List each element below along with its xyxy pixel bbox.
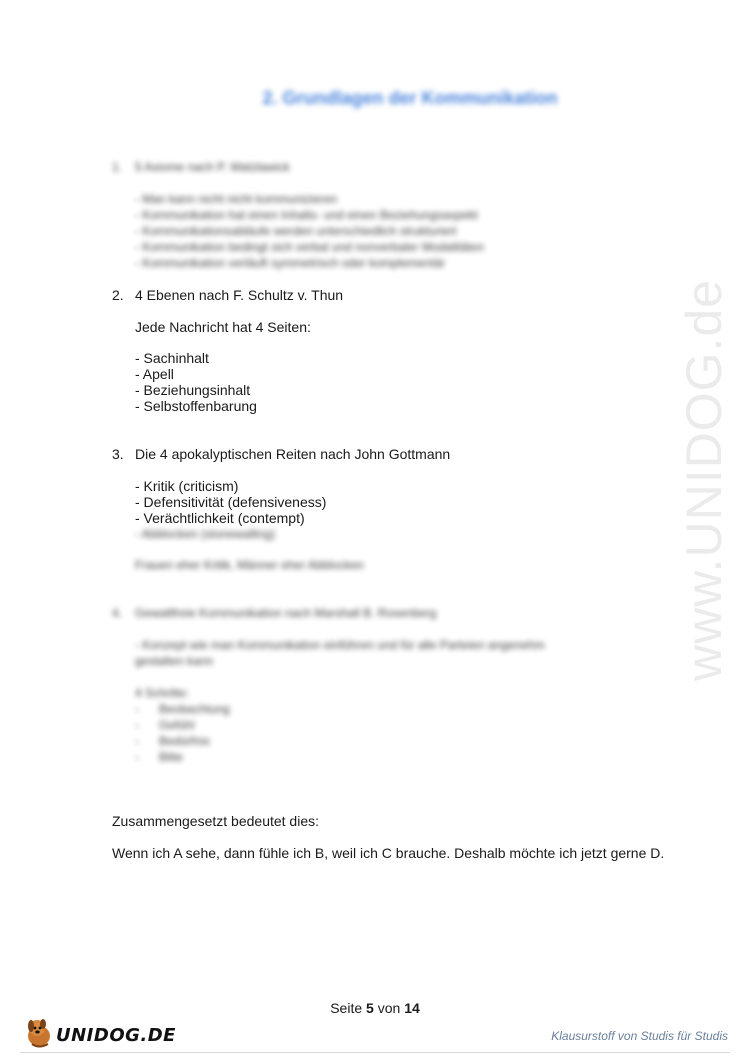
page-current: 5 xyxy=(366,1000,374,1016)
list-item: - Abblocken (stonewalling) xyxy=(135,527,276,541)
list-item: - Gefühl xyxy=(135,718,195,732)
section-2-number: 2. xyxy=(112,287,124,303)
list-item: - Bedürfnis xyxy=(135,734,210,748)
list-item: - Kritik (criticism) xyxy=(135,478,239,494)
section-4-steps-title: 4 Schritte: xyxy=(135,686,190,700)
list-item: - Defensitivität (defensiveness) xyxy=(135,494,327,510)
list-item: - Man kann nicht nicht kommunizieren xyxy=(135,192,338,206)
list-item: - Selbstoffenbarung xyxy=(135,398,257,414)
section-1-number: 1. xyxy=(112,160,123,174)
dog-icon xyxy=(22,1014,58,1050)
summary-line-1: Zusammengesetzt bedeutet dies: xyxy=(112,813,320,829)
watermark: www.UNIDOG.de xyxy=(676,279,732,681)
unidog-logo xyxy=(22,1014,182,1050)
section-4-number: 4. xyxy=(112,606,123,620)
section-4-desc-2: gestalten kann xyxy=(135,654,214,668)
section-3-heading: Die 4 apokalyptischen Reiten nach John Gottmann xyxy=(135,446,451,462)
footer-divider xyxy=(20,1052,730,1053)
page-middle: von xyxy=(377,1000,401,1016)
list-item: - Beziehungsinhalt xyxy=(135,382,251,398)
logo-text: UNIDOG.DE xyxy=(56,1025,176,1046)
section-2-heading: 4 Ebenen nach F. Schultz v. Thun xyxy=(135,287,344,303)
page-total: 14 xyxy=(404,1000,420,1016)
footer-tagline: Klausurstoff von Studis für Studis xyxy=(551,1029,728,1043)
section-2-list xyxy=(135,350,257,414)
list-item: - Kommunikation bedingt sich verbal und nonverbaler Modalitäten xyxy=(135,240,484,254)
section-4-steps xyxy=(135,701,230,765)
section-3-list xyxy=(135,478,326,526)
section-4-heading: Gewaltfreie Kommunikation nach Marshall B. Rosenberg xyxy=(135,606,437,620)
list-item: - Sachinhalt xyxy=(135,350,209,366)
list-item: - Kommunikation hat einen Inhalts- und einen Beziehungsaspekt xyxy=(135,208,478,222)
list-item: - Kommunikationsabläufe werden unterschiedlich strukturiert xyxy=(135,224,457,238)
list-item: - Verächtlichkeit (contempt) xyxy=(135,510,305,526)
section-3-note: Frauen eher Kritik, Männer eher Abblocken xyxy=(135,558,364,572)
section-2-intro: Jede Nachricht hat 4 Seiten: xyxy=(135,319,311,335)
list-item: - Beobachtung xyxy=(135,702,230,716)
page-prefix: Seite xyxy=(330,1000,363,1016)
section-3-number: 3. xyxy=(112,446,124,462)
section-1-list xyxy=(135,191,484,271)
section-4-desc-1: - Konzept wie man Kommunikation einführen und für alle Parteien angenehm xyxy=(135,638,545,652)
list-item: - Bitte xyxy=(135,750,184,764)
list-item: - Kommunikation verläuft symmetrisch oder komplementär xyxy=(135,256,446,270)
summary-line-2: Wenn ich A sehe, dann fühle ich B, weil ich C brauche. Deshalb möchte ich jetzt gerne D. xyxy=(112,845,665,861)
section-1-heading: 5 Axiome nach P. Watzlawick xyxy=(135,160,290,174)
page-title: 2. Grundlagen der Kommunikation xyxy=(262,88,558,108)
list-item: - Apell xyxy=(135,366,174,382)
